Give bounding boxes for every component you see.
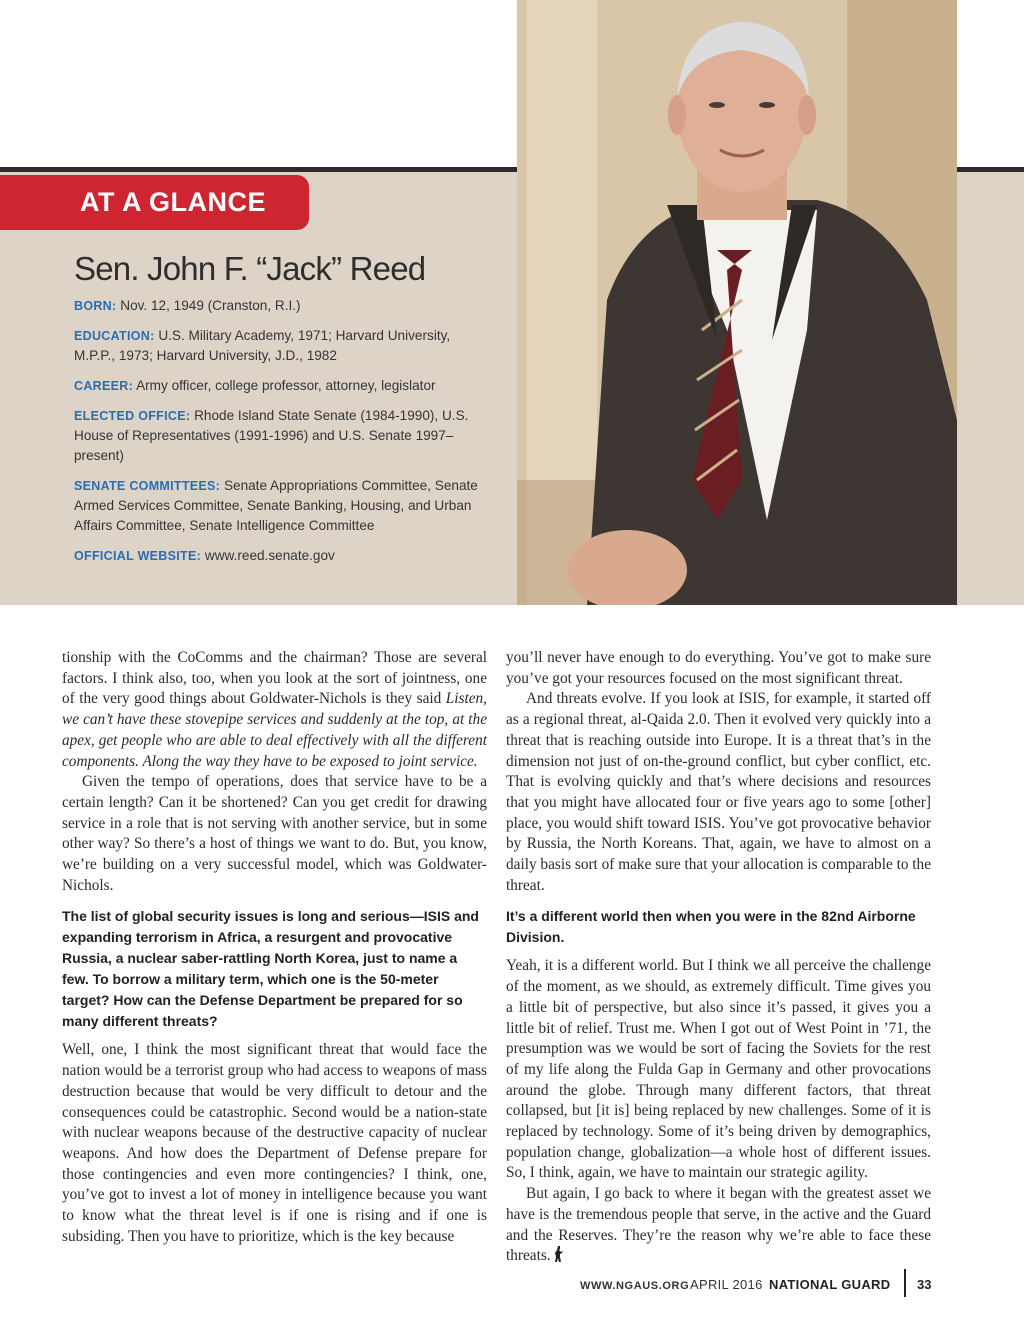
article-paragraph: Given the tempo of operations, does that service have to be a certain length? Can it be shortened? Can you get credit for drawing service in a role that is not serving with another service, but in some other way? So there’s a host of things we want to do. But, you know, we’re building on a very successful model, which was Goldwater-Nichols. — [62, 773, 487, 894]
paragraph-text: But again, I go back to where it began with the greatest asset we have is the tremendous people that serve, in the active and the Guard and the Reserves. They’re the reason why we’re able to face these threats. — [506, 1185, 931, 1265]
interview-question: The list of global security issues is long and serious—ISIS and expanding terrorism in Africa, a resurgent and provocative Russia, a nuclear saber-rattling North Korea, just to name a few. To borrow a military term, which one is the 50-meter target? How can the Defense Department be prepared for so many different threats? — [62, 908, 479, 1030]
fact-label: SENATE COMMITTEES: — [74, 479, 221, 493]
footer-issue-date: APRIL 2016 — [690, 1277, 763, 1292]
minuteman-silhouette-icon — [554, 1246, 563, 1262]
article-paragraph — [62, 648, 487, 772]
fact-list — [74, 296, 494, 576]
article-paragraph: you’ll never have enough to do everything. You’ve got to make sure you’ve got your resources focused on the most significant threat. — [506, 649, 931, 687]
official-website-link[interactable]: www.reed.senate.gov — [204, 548, 335, 563]
fact-value: Senate Appropriations Committee, Senate Armed Services Committee, Senate Banking, Housing, and Urban Affairs Committee, Senate Intelligence Committee — [74, 478, 478, 533]
fact-label: ELECTED OFFICE: — [74, 409, 191, 423]
page-footer — [540, 1274, 940, 1300]
article-paragraph: Well, one, I think the most significant threat that would face the nation would be a terrorist group who had access to weapons of mass destruction because that would be very difficult to detour and the consequences could be catastrophic. Second would be a nation-state with nuclear weapons because of the destructive capacity of nuclear weapons. And how does the Department of Defense prepare for those contingencies and even more contingencies? I think, one, you’ve got to invest a lot of money in intelligence because you want to know what the threat level is if one is rising and if one is subsiding. Then you have to prioritize, which is the key because — [62, 1041, 487, 1245]
footer-url[interactable]: WWW.NGAUS.ORG — [580, 1280, 690, 1292]
fact-value: Rhode Island State Senate (1984-1990), U.S. House of Representatives (1991-1996) and U.S. Senate 1997–present) — [74, 408, 469, 463]
footer-magazine-title: NATIONAL GUARD — [769, 1277, 891, 1292]
fact-official-website — [74, 546, 494, 566]
senator-portrait-photo — [517, 0, 957, 605]
fact-label: EDUCATION: — [74, 329, 155, 343]
senator-name-heading: Sen. John F. “Jack” Reed — [74, 250, 426, 287]
at-a-glance-tag — [0, 175, 309, 230]
fact-elected-office — [74, 406, 494, 466]
fact-label: CAREER: — [74, 379, 134, 393]
article-paragraph — [506, 1184, 931, 1267]
fact-value: Nov. 12, 1949 (Cranston, R.I.) — [120, 298, 301, 313]
fact-senate-committees — [74, 476, 494, 536]
paragraph-text: tionship with the CoComms and the chairman? Those are several factors. I think also, too, when you look at the sort of jointness, one of the very good things about Goldwater-Nichols is they said — [62, 649, 487, 708]
fact-career — [74, 376, 494, 396]
article-paragraph: And threats evolve. If you look at ISIS, for example, it started off as a regional threat, al-Qaida 2.0. Then it evolved very quickly into a threat that is reaching outside into Europe. It is a threat that’s in the dimension not just of on-the-ground conflict, but cyber conflict, etc. That is evolving quickly and that’s where decisions and resources that you might have allocated four or five years ago to some [other] place, you would shift toward ISIS. You’ve got provocative behavior by Russia, the North Koreans. That, again, we have to almost on a daily basis sort of make sure that your allocation is comparable to the threat. — [506, 690, 931, 894]
portrait-illustration — [517, 0, 957, 605]
article-column-right — [506, 648, 931, 1267]
fact-label: OFFICIAL WEBSITE: — [74, 549, 202, 563]
fact-label: BORN: — [74, 299, 117, 313]
fact-born — [74, 296, 494, 316]
article-paragraph: Yeah, it is a different world. But I think we all perceive the challenge of the moment, as we should, as extremely difficult. Time gives you a little bit of perspective, but also since it’s passed, it gives you a little bit of relief. Trust me. When I got out of West Point in ’71, the presumption was we would be sort of facing the Soviets for the rest of my life along the Fulda Gap in Germany and other provocations around the globe. Through many different factors, that threat collapsed, but [it is] being replaced by new challenges. Some of it is replaced by technology. Some of it’s being driven by demographics, population change, globalization—a whole host of different issues. So, I think, again, we have to maintain our strategic agility. — [506, 957, 931, 1182]
fact-education — [74, 326, 494, 366]
fact-value: U.S. Military Academy, 1971; Harvard University, M.P.P., 1973; Harvard University, J.D., 1982 — [74, 328, 451, 363]
italic-quote: Listen, we can’t have these stovepipe services and suddenly at the top, at the apex, get people who are able to deal effectively with all the different components. Along the way they have to be exposed to joint service. — [62, 690, 487, 770]
footer-divider — [904, 1269, 906, 1297]
fact-value: Army officer, college professor, attorney, legislator — [136, 378, 436, 393]
at-a-glance-label: AT A GLANCE — [80, 187, 266, 217]
article-column-left — [62, 648, 487, 1247]
interview-question: It’s a different world then when you were in the 82nd Airborne Division. — [506, 908, 916, 946]
page-number: 33 — [917, 1277, 932, 1292]
